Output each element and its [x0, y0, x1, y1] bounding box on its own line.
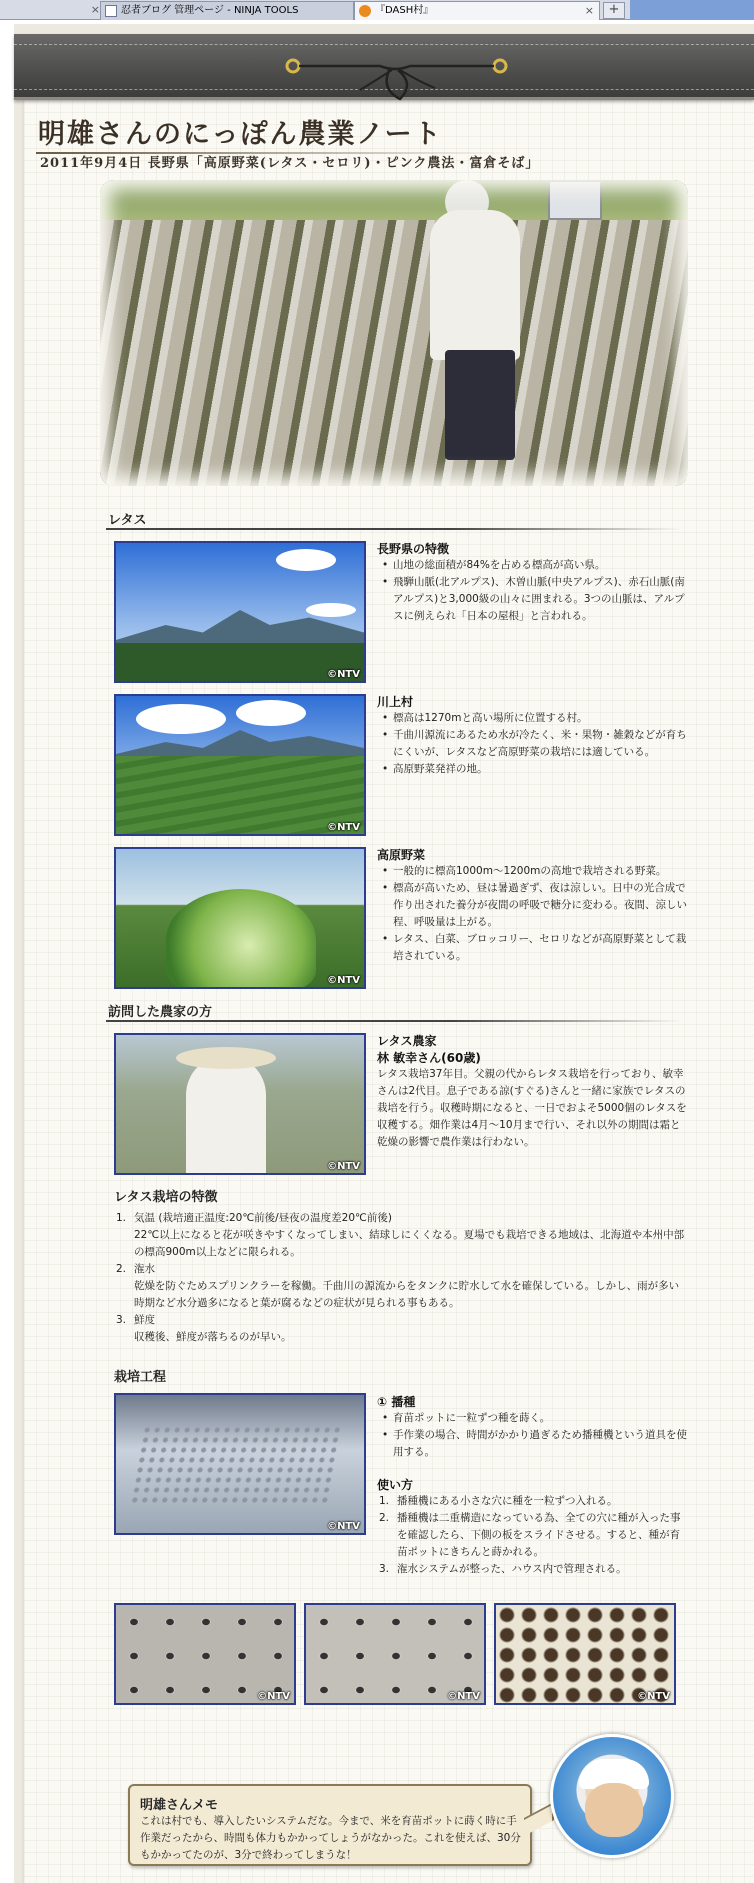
bullet-list-seeding — [379, 1410, 689, 1461]
copyright-credit: ©NTV — [327, 822, 360, 833]
block-title-kawakami: 川上村 — [377, 695, 414, 709]
list-item: • 高原野菜発祥の地。 — [379, 761, 687, 778]
list-number: 1. — [116, 1212, 127, 1224]
farmer-name: 林 敏幸さん(60歳) — [377, 1051, 481, 1065]
list-item: • 山地の総面積が84%を占める標高が高い県。 — [379, 557, 687, 574]
list-item — [116, 1261, 688, 1312]
list-number: 3. — [379, 1563, 390, 1575]
section-heading-process: 栽培工程 — [114, 1370, 167, 1385]
bullet-list-nagano — [379, 557, 687, 625]
usage-title: 使い方 — [377, 1478, 414, 1492]
page-subtitle: 2011年9月4日 長野県「高原野菜(レタス・セロリ)・ピンク農法・富倉そば」 — [40, 156, 540, 171]
list-item — [116, 1210, 688, 1261]
face-image — [585, 1783, 643, 1837]
usage-text: 播種機は二重構造になっている為、全ての穴に種が入った事を確認したら、下側の板をスライドさせる。すると、種が育苗ポットにきちんと蒔かれる。 — [397, 1512, 681, 1558]
copyright-credit: ©NTV — [327, 669, 360, 680]
copyright-credit: ©NTV — [257, 1691, 290, 1702]
cloud-shape — [306, 603, 356, 617]
section-rule — [106, 1020, 682, 1022]
photo-farmer-hayashi — [114, 1033, 366, 1175]
copyright-credit: ©NTV — [327, 975, 360, 986]
photo-seeder-holes-1 — [114, 1603, 296, 1705]
list-item: • 手作業の場合、時間がかかり過ぎるため播種機という道具を使用する。 — [379, 1427, 689, 1461]
block-title-nagano: 長野県の特徴 — [377, 542, 450, 556]
seedling-pots-image — [496, 1605, 674, 1703]
list-item: • レタス、白菜、ブロッコリー、セロリなどが高原野菜として栽培されている。 — [379, 931, 687, 965]
section-heading-features: レタス栽培の特徴 — [114, 1190, 218, 1205]
farmer-image — [186, 1055, 266, 1175]
feature-title: 鮮度 — [134, 1314, 155, 1326]
list-item: • 千曲川源流にあるため水が冷たく、米・果物・雑穀などが育ちにくいが、レタスなど高原野菜の栽培には適している。 — [379, 727, 687, 761]
copyright-credit: ©NTV — [447, 1691, 480, 1702]
close-icon[interactable]: × — [584, 4, 594, 17]
photo-seeder-holes-2 — [304, 1603, 486, 1705]
memo-title: 明雄さんメモ — [140, 1798, 219, 1813]
copyright-credit: ©NTV — [327, 1521, 360, 1532]
cloud-shape — [236, 700, 306, 726]
usage-list — [379, 1493, 689, 1578]
memo-text: これは村でも、導入したいシステムだな。今まで、米を育苗ポットに蒔く時に手作業だったから、時間も体力もかかってしょうがなかった。これを使えば、30分もかかってたのが、3分で終わってしまうな！ — [140, 1815, 521, 1861]
list-item: • 一般的に標高1000m〜1200mの高地で栽培される野菜。 — [379, 863, 687, 880]
step-title-seeding: ① 播種 — [377, 1395, 416, 1409]
feature-desc: 収穫後、鮮度が落ちるのが早い。 — [134, 1331, 292, 1343]
feature-title: 潅水 — [134, 1263, 155, 1275]
feature-title: 気温 (栽培適正温度:20℃前後/昼夜の温度差20℃前後) — [134, 1212, 392, 1224]
hero-vignette — [100, 180, 688, 486]
copyright-credit: ©NTV — [637, 1691, 670, 1702]
usage-text: 播種機にある小さな穴に種を一粒ずつ入れる。 — [397, 1495, 618, 1507]
usage-text: 潅水システムが整った、ハウス内で管理される。 — [397, 1563, 627, 1575]
list-item — [379, 1561, 689, 1578]
list-item — [379, 1510, 689, 1561]
list-number: 2. — [379, 1512, 390, 1524]
seeder-holes-image — [116, 1605, 294, 1703]
bullet-list-kawakami — [379, 710, 687, 778]
section-heading-lettuce: レタス — [108, 513, 147, 528]
copyright-credit: ©NTV — [327, 1161, 360, 1172]
browser-tab-bar — [0, 0, 754, 20]
feature-desc: 22℃以上になると花が咲きやすくなってしまい、結球しにくくなる。夏場でも栽培できる地域は、北海道や本州中部の標高900m以上などに限られる。 — [134, 1229, 685, 1258]
close-icon[interactable]: × — [90, 3, 100, 16]
farmer-description: レタス栽培37年目。父親の代からレタス栽培を行っており、敏幸さんは2代目。息子である諒(すぐる)さんと一緒に家族でレタスの栽培を行う。収穫時期になると、一日でおよそ5000個のレタスを収穫する。畑作業は4月〜10月まで行い、それ以外の期間は霜と乾燥の影響で農作業は行わない。 — [377, 1068, 687, 1148]
bullet-list-highland — [379, 863, 687, 965]
lettuce-image — [166, 889, 316, 989]
block-title-highland-vegetables: 高原野菜 — [377, 848, 426, 862]
bear-icon — [359, 5, 371, 17]
list-number: 2. — [116, 1263, 127, 1275]
page-title: 明雄さんのにっぽん農業ノート — [38, 119, 443, 150]
hero-photo-lettuce-field — [100, 180, 688, 486]
list-number: 3. — [116, 1314, 127, 1326]
list-item — [379, 1493, 689, 1510]
tab-dash-village[interactable] — [354, 1, 600, 20]
features-list — [116, 1210, 688, 1346]
photo-nagano-mountains — [114, 541, 366, 683]
section-rule — [106, 528, 682, 530]
seeder-holes-image — [306, 1605, 484, 1703]
tab-label: 忍者ブログ 管理ページ - NINJA TOOLS — [121, 5, 299, 16]
photo-seeding-tray — [114, 1393, 366, 1535]
photo-seedling-pots — [494, 1603, 676, 1705]
feature-desc: 乾燥を防ぐためスプリンクラーを稼働。千曲川の源流からをタンクに貯水して水を確保している。しかし、雨が多い時期など水分過多になると葉が腐るなどの症状が見られる事もある。 — [134, 1280, 680, 1309]
list-item: • 標高は1270mと高い場所に位置する村。 — [379, 710, 687, 727]
new-tab-button[interactable]: + — [603, 2, 625, 19]
list-item: • 育苗ポットに一粒ずつ種を蒔く。 — [379, 1410, 689, 1427]
seed-tray-image — [129, 1425, 343, 1505]
cloud-shape — [276, 549, 336, 571]
list-item: • 飛騨山脈(北アルプス)、木曽山脈(中央アルプス)、赤石山脈(南アルプス)と3,000級の山々に囲まれる。3つの山脈は、アルプスに例えられ「日本の屋根」と言われる。 — [379, 574, 687, 625]
section-heading-farmer: 訪問した農家の方 — [108, 1005, 213, 1020]
cloud-shape — [136, 704, 226, 734]
cord-ornament-icon — [280, 44, 510, 114]
photo-highland-lettuce — [114, 847, 366, 989]
photo-kawakami-village — [114, 694, 366, 836]
list-item: • 標高が高いため、昼は暑過ぎず、夜は涼しい。日中の光合成で作り出された養分が夜間の呼吸で糖分に変わる。夜間、涼しい程、呼吸量は上がる。 — [379, 880, 687, 931]
akio-avatar — [550, 1734, 674, 1858]
tab-ninja-tools[interactable] — [100, 1, 354, 20]
list-number: 1. — [379, 1495, 390, 1507]
tab-bar-fill — [630, 0, 754, 20]
tab-label: 『DASH村』 — [375, 5, 434, 16]
page-icon — [105, 5, 117, 17]
tab-overflow-close[interactable] — [88, 1, 100, 20]
hat-image — [176, 1047, 276, 1069]
list-item — [116, 1312, 688, 1346]
farmer-title: レタス農家 — [377, 1034, 437, 1048]
